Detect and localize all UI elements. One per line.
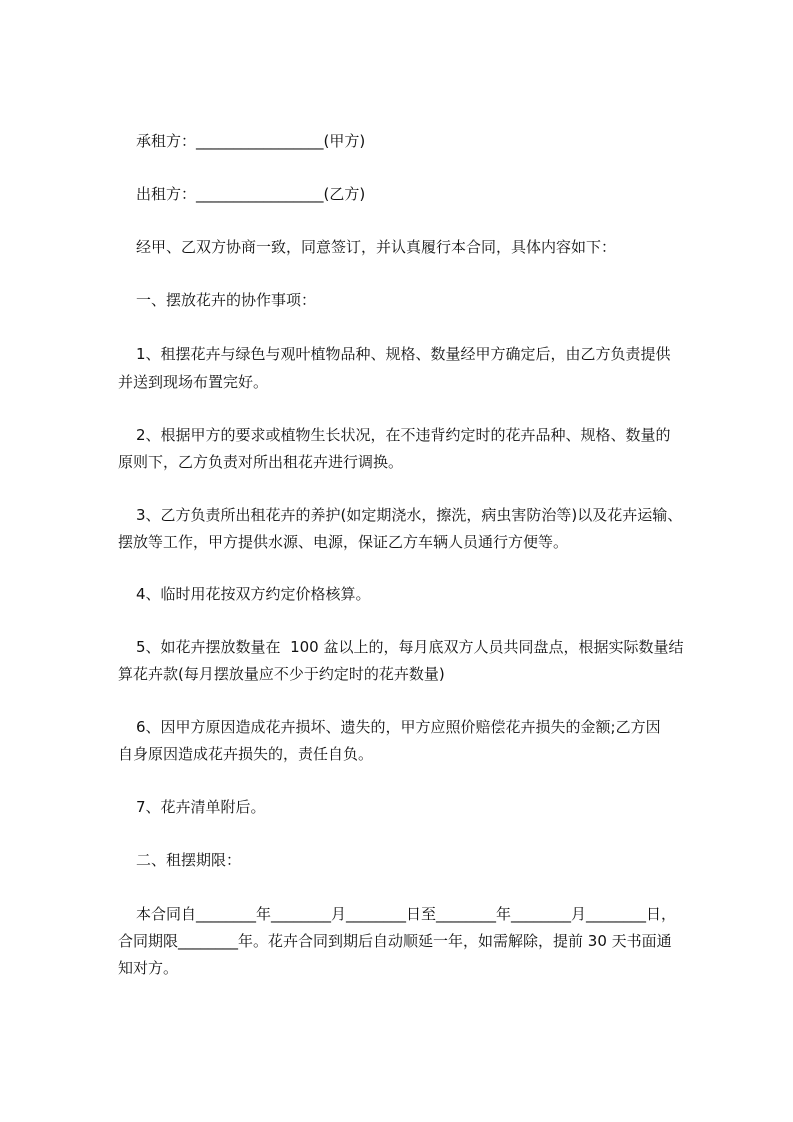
item1-line1: 1、租摆花卉与绿色与观叶植物品种、规格、数量经甲方确定后，由乙方负责提供 — [136, 345, 671, 363]
term-line1: 本合同自________年________月________日至________年________月________日， — [136, 905, 677, 923]
item5-line1: 5、如花卉摆放数量在 100 盆以上的，每月底双方人员共同盘点，根据实际数量结 — [136, 638, 684, 656]
item2-line1: 2、根据甲方的要求或植物生长状况，在不违背约定时的花卉品种、规格、数量的 — [136, 426, 671, 444]
item3-line2: 摆放等工作，甲方提供水源、电源，保证乙方车辆人员通行方便等。 — [118, 533, 569, 551]
section1-heading: 一、摆放花卉的协作事项： — [136, 291, 317, 309]
item7-line: 7、花卉清单附后。 — [136, 798, 266, 816]
item2-line2: 原则下，乙方负责对所出租花卉进行调换。 — [118, 453, 404, 471]
item1-line2: 并送到现场布置完好。 — [118, 373, 269, 391]
item6-line1: 6、因甲方原因造成花卉损坏、遗失的，甲方应照价赔偿花卉损失的金额;乙方因 — [136, 718, 661, 736]
item3-line1: 3、乙方负责所出租花卉的养护(如定期浇水，擦洗，病虫害防治等)以及花卉运输、 — [136, 506, 683, 524]
term-line2: 合同期限________年。花卉合同到期后自动顺延一年，如需解除，提前 30 天书面通 — [118, 932, 672, 950]
lessor-line: 出租方：_________________(乙方) — [136, 185, 366, 203]
term-line3: 知对方。 — [118, 959, 179, 977]
lessee-line: 承租方：_________________(甲方) — [136, 132, 366, 150]
item5-line2: 算花卉款(每月摆放量应不少于约定时的花卉数量) — [118, 665, 445, 683]
intro-paragraph: 经甲、乙双方协商一致，同意签订，并认真履行本合同，具体内容如下： — [136, 238, 617, 256]
section2-heading: 二、租摆期限： — [136, 851, 242, 869]
item4-line: 4、临时用花按双方约定价格核算。 — [136, 585, 371, 603]
item6-line2: 自身原因造成花卉损失的，责任自负。 — [118, 745, 374, 763]
